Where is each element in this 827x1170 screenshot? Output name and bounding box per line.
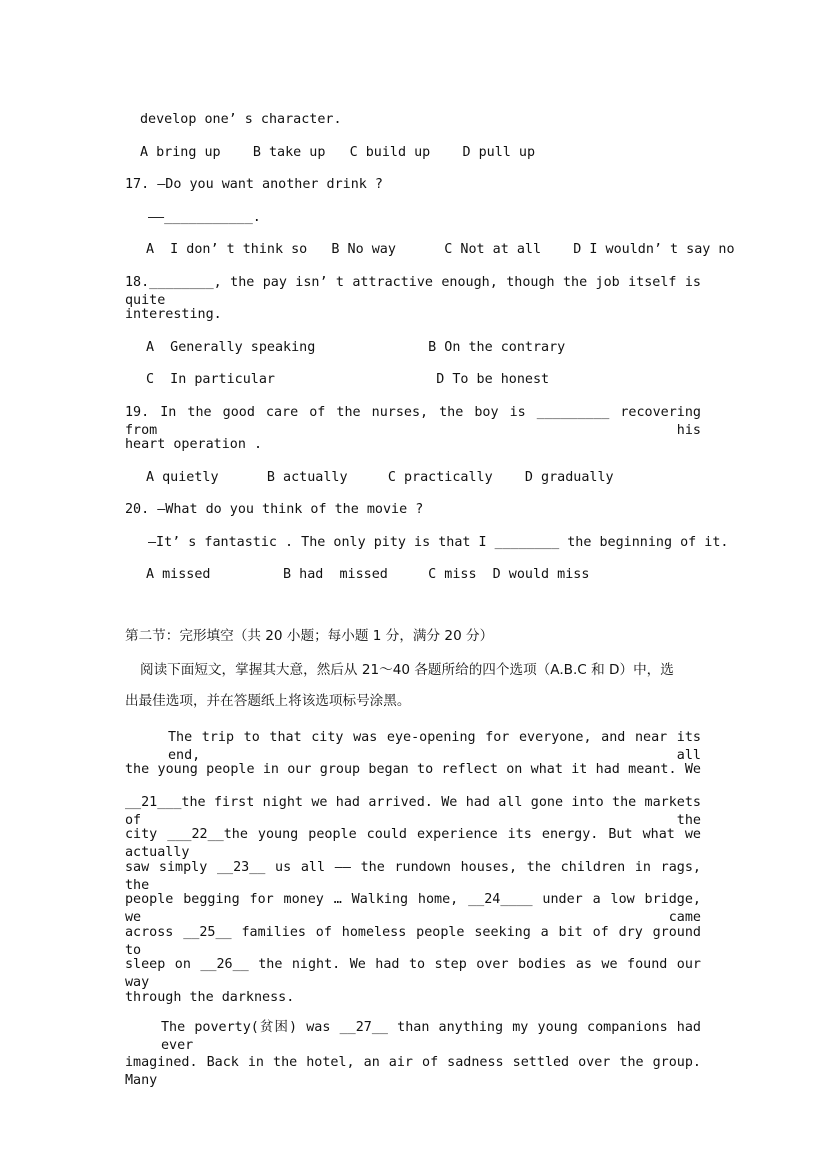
question-20-options: A missed B had missed C miss D would miss <box>146 567 590 582</box>
question-18-options-row1: A Generally speaking B On the contrary <box>146 340 566 355</box>
question-19-prompt: 19. In the good care of the nurses, the boy is _________ recovering from his <box>125 405 701 438</box>
section-instructions-end: 出最佳选项，并在答题纸上将该选项标号涂黑。 <box>125 693 411 709</box>
passage-line: __21___the first night we had arrived. We had all gone into the markets of the <box>125 795 701 828</box>
question-17-answer-blank: ——___________. <box>148 210 261 225</box>
section-instructions: 阅读下面短文，掌握其大意，然后从 21～40 各题所给的四个选项（A.B.C 和 D）中，选 <box>140 662 674 678</box>
passage-line: people begging for money … Walking home, __24____ under a low bridge, we came <box>125 892 701 925</box>
question-20-reply: —It’ s fantastic . The only pity is that I ________ the beginning of it. <box>148 535 729 550</box>
passage-line: imagined. Back in the hotel, an air of sadness settled over the group. Many <box>125 1055 701 1088</box>
question-18-options-row2: C In particular D To be honest <box>146 372 550 387</box>
passage-line: The trip to that city was eye-opening for everyone, and near its end, all <box>168 730 701 763</box>
passage-line: through the darkness. <box>125 990 295 1005</box>
question-17-prompt: 17. —Do you want another drink ? <box>125 177 383 192</box>
question-18-prompt: 18.________, the pay isn’ t attractive enough, though the job itself is quite <box>125 275 701 308</box>
question-17-options: A I don’ t think so B No way C Not at all D I wouldn’ t say no <box>146 242 735 257</box>
question-16-options: A bring up B take up C build up D pull up <box>140 145 536 160</box>
passage-line: The poverty(贫困) was __27__ than anything my young companions had ever <box>161 1020 701 1053</box>
question-16-text-end: develop one’ s character. <box>140 112 342 127</box>
question-19-prompt-end: heart operation . <box>125 437 263 452</box>
question-19-options: A quietly B actually C practically D gradually <box>146 470 614 485</box>
passage-line: saw simply __23__ us all —— the rundown houses, the children in rags, the <box>125 860 701 893</box>
passage-line: the young people in our group began to reflect on what it had meant. We <box>125 762 701 777</box>
question-18-prompt-end: interesting. <box>125 307 222 322</box>
passage-line: across __25__ families of homeless people seeking a bit of dry ground to <box>125 925 701 958</box>
passage-line: city ___22__the young people could experience its energy. But what we actually <box>125 827 701 860</box>
section-heading: 第二节：完形填空（共 20 小题；每小题 1 分，满分 20 分） <box>125 628 494 644</box>
question-20-prompt: 20. —What do you think of the movie ? <box>125 502 424 517</box>
passage-line: sleep on __26__ the night. We had to step over bodies as we found our way <box>125 957 701 990</box>
